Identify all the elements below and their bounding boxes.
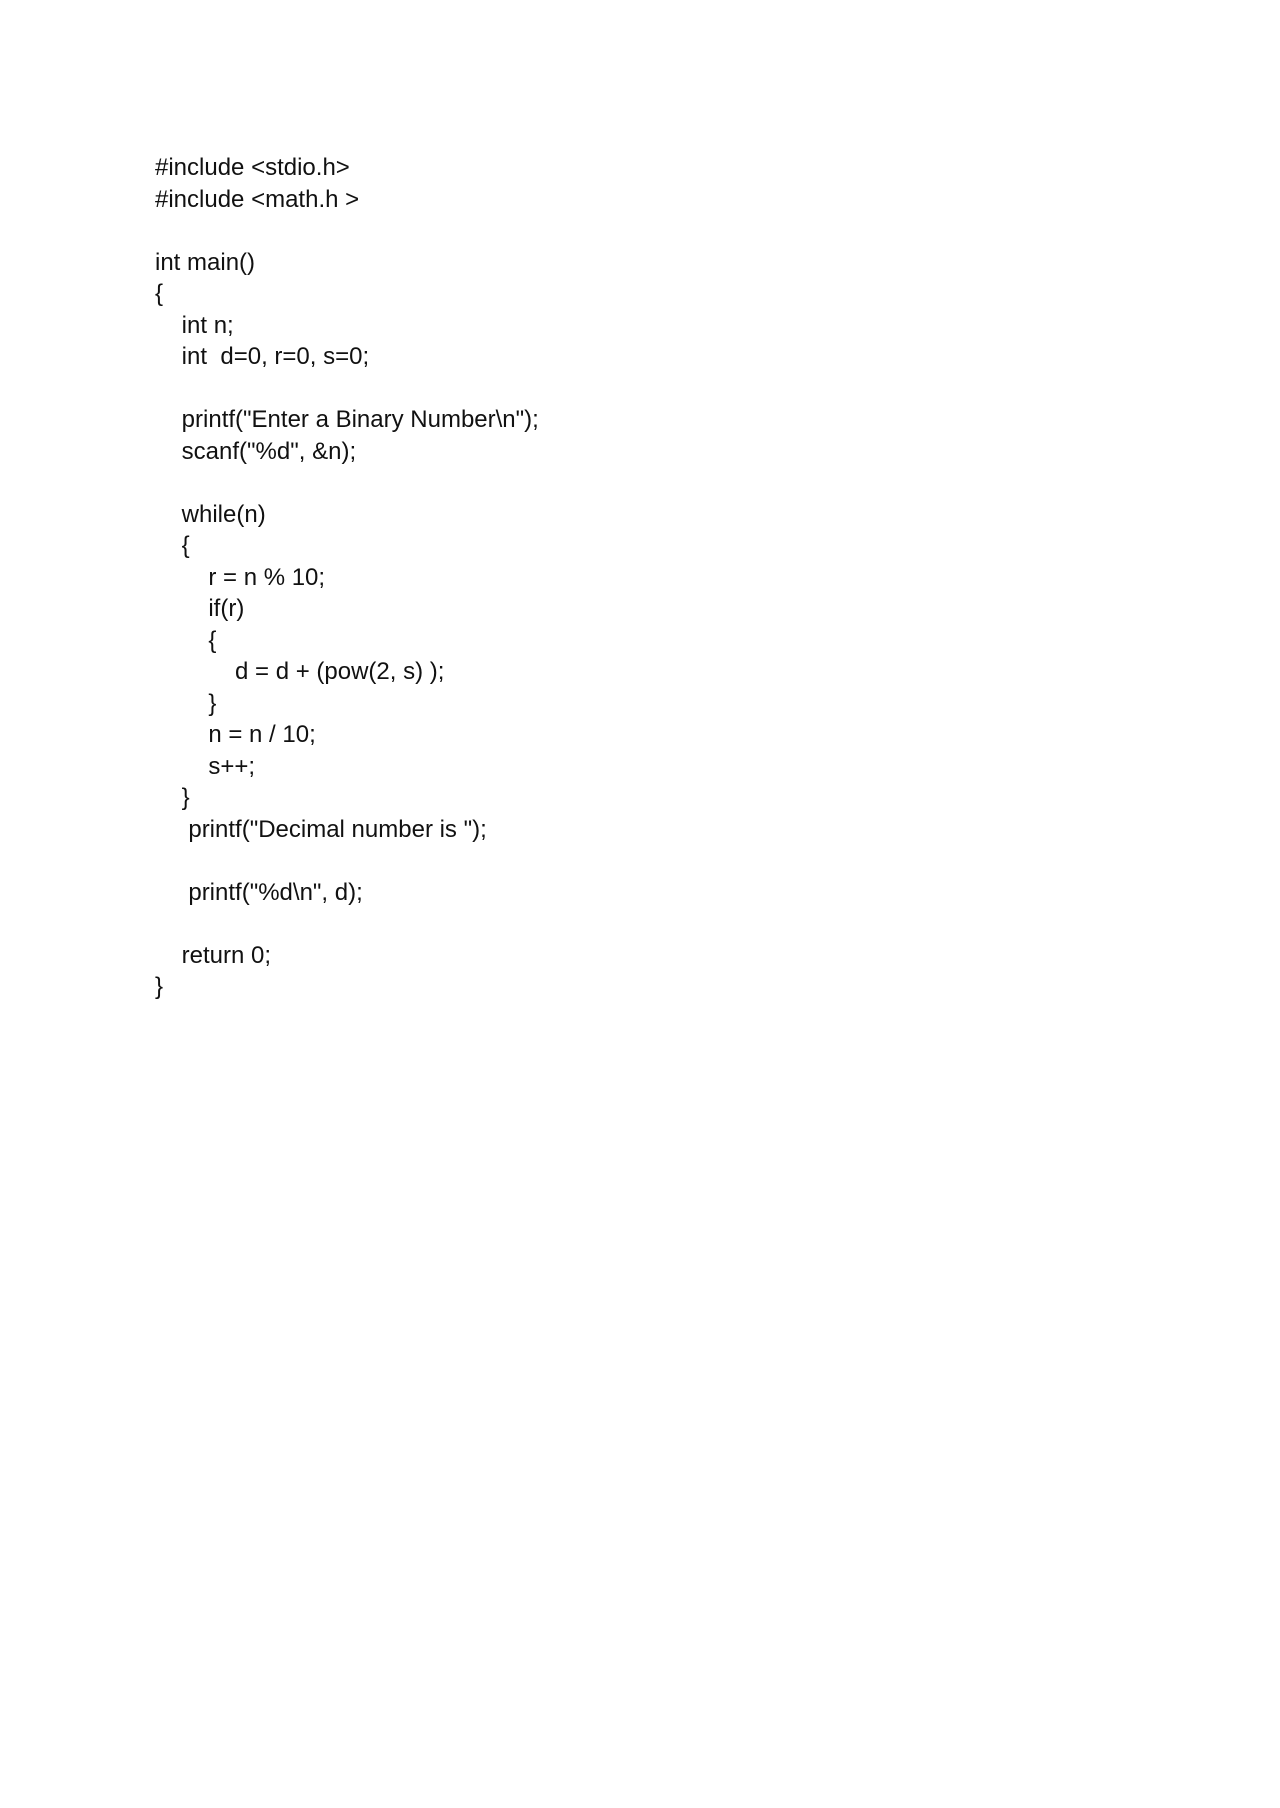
- code-line-10: scanf("%d", &n);: [155, 437, 357, 465]
- code-line-7: int d=0, r=0, s=0;: [155, 343, 370, 370]
- source-code-listing: [155, 152, 539, 1003]
- code-line-13: {: [155, 532, 190, 559]
- code-line-4: int main(): [155, 248, 256, 276]
- code-line-24: printf("%d\n", d);: [155, 878, 363, 906]
- code-line-16: {: [155, 626, 217, 654]
- code-line-11: [155, 467, 539, 499]
- code-line-15: if(r): [155, 595, 245, 622]
- code-line-18: }: [155, 689, 217, 717]
- code-line-9: printf("Enter a Binary Number\n");: [155, 406, 539, 433]
- code-line-5: {: [155, 280, 164, 307]
- code-line-17: d = d + (pow(2, s) );: [155, 658, 445, 685]
- code-line-19: n = n / 10;: [155, 721, 316, 748]
- code-line-21: }: [155, 784, 190, 811]
- code-line-12: while(n): [155, 500, 266, 528]
- code-line-26: return 0;: [155, 941, 272, 969]
- code-line-8: [155, 373, 539, 405]
- code-line-25: [155, 908, 539, 940]
- code-line-23: [155, 845, 539, 877]
- code-line-27: }: [155, 973, 164, 1000]
- code-line-14: r = n % 10;: [155, 563, 326, 591]
- code-line-2: #include <math.h >: [155, 185, 360, 213]
- code-line-1: #include <stdio.h>: [155, 154, 350, 181]
- code-line-6: int n;: [155, 311, 234, 339]
- code-line-20: s++;: [155, 752, 256, 780]
- code-line-22: printf("Decimal number is ");: [155, 815, 487, 843]
- code-line-3: [155, 215, 539, 247]
